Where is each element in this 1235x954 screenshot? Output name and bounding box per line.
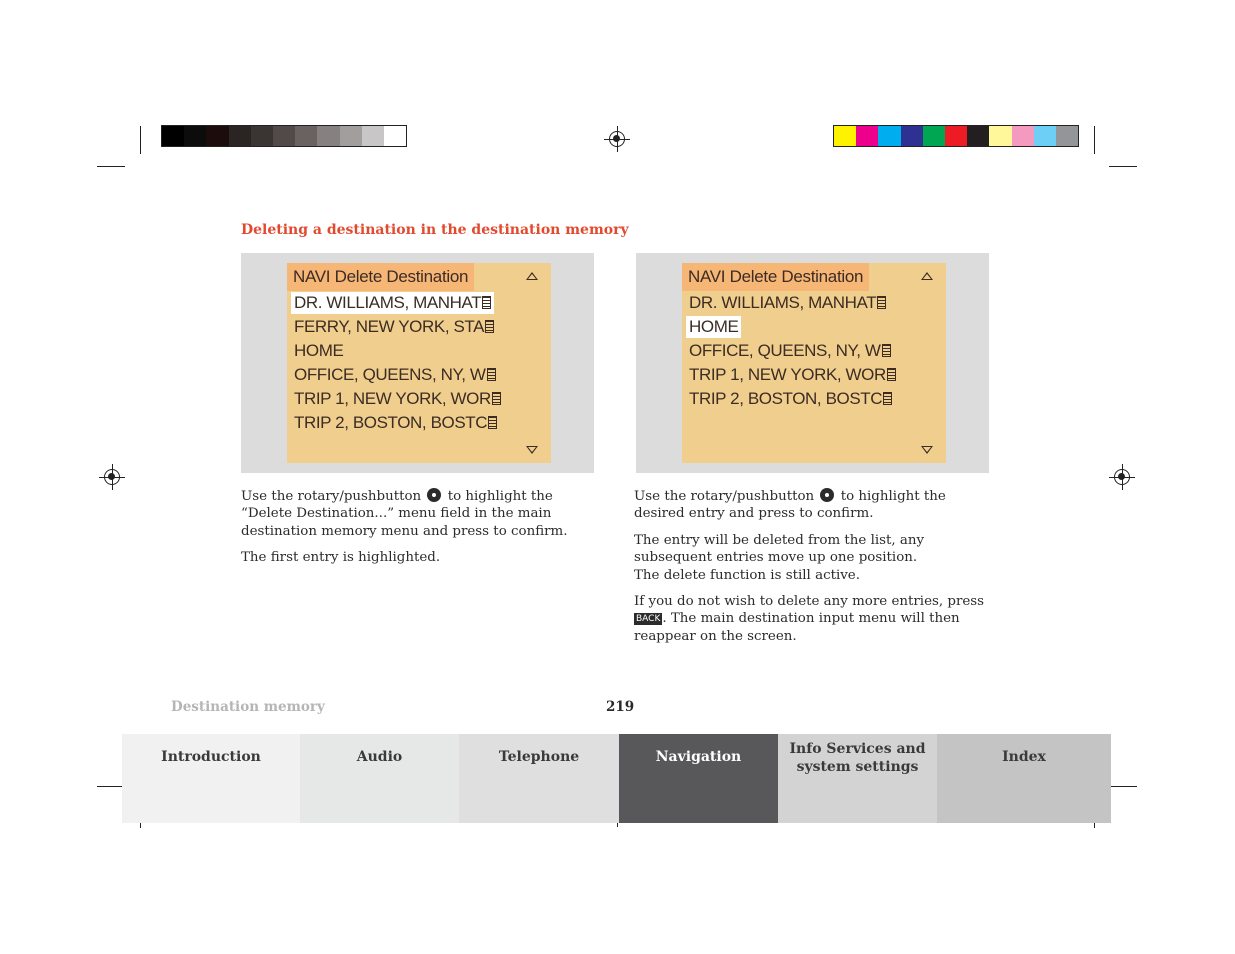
truncated-text-icon	[488, 416, 497, 429]
color-swatch	[317, 126, 339, 146]
scroll-down-icon	[526, 446, 538, 454]
instructions-right	[634, 488, 990, 654]
scroll-up-icon	[526, 272, 538, 280]
tab-index[interactable]	[937, 734, 1111, 823]
tab-label: Audio	[356, 749, 403, 765]
destination-entry[interactable]	[291, 292, 494, 314]
destination-entry[interactable]	[686, 292, 889, 314]
tab-label: system settings	[796, 758, 919, 775]
truncated-text-icon	[877, 296, 886, 309]
scroll-up-icon	[921, 272, 933, 280]
color-swatch	[923, 126, 945, 146]
destination-entry-label: DR. WILLIAMS, MANHAT	[294, 293, 482, 312]
instruction-paragraph	[634, 488, 990, 523]
color-swatch	[273, 126, 295, 146]
crop-mark	[140, 126, 141, 154]
destination-entry[interactable]	[686, 388, 895, 410]
process-color-bar	[833, 125, 1079, 147]
destination-entry-label: HOME	[689, 317, 739, 336]
instruction-text: . The main destination input menu will then reappear on the screen.	[634, 611, 960, 644]
instruction-paragraph: The first entry is highlighted.	[241, 550, 441, 566]
registration-mark-icon	[1114, 469, 1130, 485]
color-swatch	[1056, 126, 1078, 146]
instruction-text: The entry will be deleted from the list, any subsequent entries move up one position.	[634, 532, 925, 566]
destination-entry[interactable]	[291, 388, 504, 410]
color-swatch	[945, 126, 967, 146]
destination-entry-label: FERRY, NEW YORK, STA	[294, 317, 485, 336]
color-swatch	[229, 126, 251, 146]
truncated-text-icon	[887, 368, 896, 381]
color-swatch	[1012, 126, 1034, 146]
truncated-text-icon	[883, 392, 892, 405]
destination-entry-label: DR. WILLIAMS, MANHAT	[689, 293, 877, 312]
truncated-text-icon	[492, 392, 501, 405]
color-swatch	[162, 126, 184, 146]
truncated-text-icon	[482, 296, 491, 309]
crop-mark	[97, 166, 125, 167]
truncated-text-icon	[882, 344, 891, 357]
page-number: 219	[606, 699, 635, 715]
back-key-icon: BACK	[636, 614, 661, 625]
crop-mark	[1094, 126, 1095, 154]
crop-mark	[97, 786, 125, 787]
instruction-text: Use the rotary/pushbutton	[634, 489, 815, 504]
color-swatch	[967, 126, 989, 146]
destination-entry[interactable]	[686, 364, 899, 386]
navi-screen-left	[287, 263, 551, 463]
color-swatch	[184, 126, 206, 146]
color-swatch	[878, 126, 900, 146]
instruction-paragraph	[634, 593, 990, 645]
screen-frame-right	[636, 253, 989, 473]
color-swatch	[362, 126, 384, 146]
tab-label: Telephone	[498, 749, 580, 765]
grayscale-color-bar	[161, 125, 407, 147]
destination-entry-label: HOME	[294, 341, 344, 360]
crop-mark	[1109, 166, 1137, 167]
color-swatch	[1034, 126, 1056, 146]
destination-entry-label: TRIP 2, BOSTON, BOSTC	[689, 389, 883, 408]
color-swatch	[834, 126, 856, 146]
tab-introduction[interactable]	[122, 734, 300, 823]
instruction-paragraph	[634, 532, 990, 584]
rotary-pushbutton-icon	[427, 488, 441, 502]
instruction-text: to highlight the “Delete Destination...” menu field in the main destination memory menu and press to confirm.	[241, 489, 568, 539]
instruction-text: to highlight the desired entry and press to confirm.	[634, 489, 946, 522]
destination-entry-label: OFFICE, QUEENS, NY, W	[294, 365, 486, 384]
color-swatch	[206, 126, 228, 146]
instructions-left	[241, 488, 599, 576]
destination-entry[interactable]	[291, 316, 497, 338]
tab-label: Introduction	[161, 749, 261, 765]
truncated-text-icon	[485, 320, 494, 333]
screen-title: NAVI Delete Destination	[682, 263, 869, 291]
screen-frame-left	[241, 253, 594, 473]
footer-section-name: Destination memory	[171, 699, 325, 715]
tab-navigation[interactable]	[619, 734, 778, 823]
registration-mark-icon	[104, 469, 120, 485]
color-swatch	[384, 126, 406, 146]
destination-entry-label: TRIP 1, NEW YORK, WOR	[689, 365, 886, 384]
tab-label: Index	[1002, 749, 1046, 765]
tab-label: Navigation	[655, 749, 742, 765]
color-swatch	[251, 126, 273, 146]
destination-entry[interactable]	[291, 412, 500, 434]
color-swatch	[295, 126, 317, 146]
tab-label: Info Services and	[789, 741, 926, 757]
destination-entry[interactable]	[686, 316, 741, 338]
section-title: Deleting a destination in the destination memory	[241, 222, 629, 238]
destination-entry[interactable]	[291, 340, 346, 362]
instruction-text: The delete function is still active.	[634, 567, 860, 583]
tab-audio[interactable]	[300, 734, 459, 823]
color-swatch	[856, 126, 878, 146]
scroll-down-icon	[921, 446, 933, 454]
color-swatch	[989, 126, 1011, 146]
instruction-paragraph	[241, 488, 599, 540]
destination-entry-label: TRIP 2, BOSTON, BOSTC	[294, 413, 488, 432]
destination-entry-label: OFFICE, QUEENS, NY, W	[689, 341, 881, 360]
navi-screen-right	[682, 263, 946, 463]
color-swatch	[901, 126, 923, 146]
tab-info-services-and[interactable]	[778, 734, 937, 823]
color-swatch	[340, 126, 362, 146]
tab-telephone[interactable]	[459, 734, 619, 823]
registration-mark-icon	[609, 131, 625, 147]
rotary-pushbutton-icon	[820, 488, 834, 502]
instruction-text: If you do not wish to delete any more entries, press	[634, 594, 985, 610]
chapter-tabs	[122, 734, 1111, 823]
screen-title: NAVI Delete Destination	[287, 263, 474, 291]
destination-entry-label: TRIP 1, NEW YORK, WOR	[294, 389, 491, 408]
destination-entry[interactable]	[291, 364, 499, 386]
instruction-text: Use the rotary/pushbutton	[241, 489, 422, 504]
truncated-text-icon	[487, 368, 496, 381]
destination-entry[interactable]	[686, 340, 894, 362]
crop-mark	[1109, 786, 1137, 787]
